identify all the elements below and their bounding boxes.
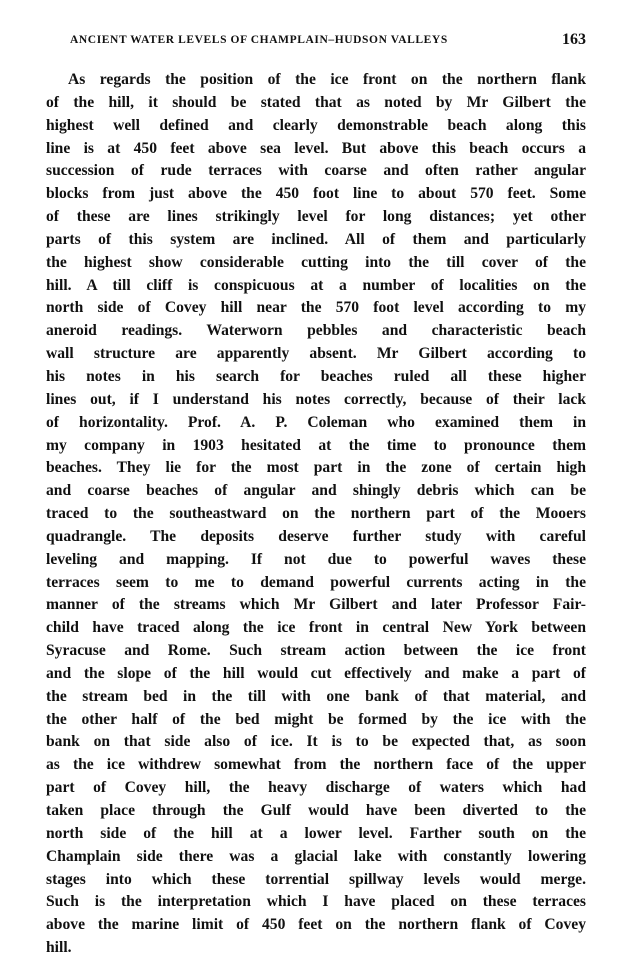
text-line: of horizontality. Prof. A. P. Coleman who examined them in — [46, 413, 586, 431]
text-line: highest well defined and clearly demonstrable beach along this — [46, 116, 586, 134]
text-line: manner of the streams which Mr Gilbert and later Professor Fair- — [46, 596, 586, 614]
text-line: line is at 450 feet above sea level. But above this beach occurs a — [46, 139, 586, 157]
text-line: bank on that side also of ice. It is to be expected that, as soon — [46, 733, 586, 751]
text-line: quadrangle. The deposits deserve further study with careful — [46, 527, 586, 545]
text-line: taken place through the Gulf would have been diverted to the — [46, 802, 586, 819]
text-line: as the ice withdrew somewhat from the northern face of the upper — [46, 756, 586, 774]
text-line: and the slope of the hill would cut effectively and make a part of — [46, 664, 586, 682]
text-line: Such is the interpretation which I have placed on these terraces — [46, 893, 586, 911]
text-line: blocks from just above the 450 foot line to about 570 feet. Some — [46, 185, 586, 203]
text-line: above the marine limit of 450 feet on the northern flank of Covey — [46, 916, 586, 934]
text-line: terraces seem to me to demand powerful currents acting in the — [46, 573, 586, 591]
text-line: beaches. They lie for the most part in the zone of certain high — [46, 459, 586, 477]
text-line: of the hill, it should be stated that as noted by Mr Gilbert the — [46, 93, 586, 111]
page-header — [70, 31, 586, 54]
text-line: aneroid readings. Waterworn pebbles and characteristic beach — [46, 322, 586, 340]
text-line: Champlain side there was a glacial lake with constantly lowering — [46, 847, 586, 865]
text-line: stages into which these torrential spillway levels would merge. — [46, 870, 586, 888]
text-line: leveling and mapping. If not due to powerful waves these — [46, 550, 586, 568]
text-line: my company in 1903 hesitated at the time to pronounce them — [46, 436, 586, 454]
text-line: part of Covey hill, the heavy discharge of waters which had — [46, 779, 586, 797]
text-line: north side of Covey hill near the 570 foot level according to my — [46, 299, 586, 317]
page-number: 163 — [562, 31, 586, 48]
text-line: of these are lines strikingly level for long distances; yet other — [46, 208, 586, 226]
running-head: ANCIENT WATER LEVELS OF CHAMPLAIN–HUDSON VALLEYS — [70, 34, 448, 46]
text-line: the highest show considerable cutting into the till cover of the — [46, 253, 586, 271]
text-line: Syracuse and Rome. Such stream action between the ice front — [46, 642, 586, 660]
text-line: the other half of the bed might be formed by the ice with the — [46, 710, 586, 728]
text-line: hill. — [46, 939, 72, 957]
text-line: north side of the hill at a lower level. Farther south on the — [46, 824, 586, 842]
text-line: the stream bed in the till with one bank of that material, and — [46, 687, 586, 705]
text-line: and coarse beaches of angular and shingly debris which can be — [46, 482, 586, 500]
text-line: child have traced along the ice front in central New York between — [46, 619, 586, 637]
text-line: lines out, if I understand his notes correctly, because of their lack — [46, 390, 586, 408]
text-line: parts of this system are inclined. All of them and particularly — [46, 230, 586, 248]
text-line: hill. A till cliff is conspicuous at a number of localities on the — [46, 276, 586, 294]
text-line: his notes in his search for beaches ruled all these higher — [46, 367, 586, 385]
text-line: traced to the southeastward on the northern part of the Mooers — [46, 505, 586, 523]
text-line: succession of rude terraces with coarse and often rather angular — [46, 162, 586, 180]
paragraph — [46, 69, 586, 960]
text-line: As regards the position of the ice front on the northern flank — [68, 71, 586, 88]
text-line: wall structure are apparently absent. Mr Gilbert according to — [46, 345, 586, 363]
